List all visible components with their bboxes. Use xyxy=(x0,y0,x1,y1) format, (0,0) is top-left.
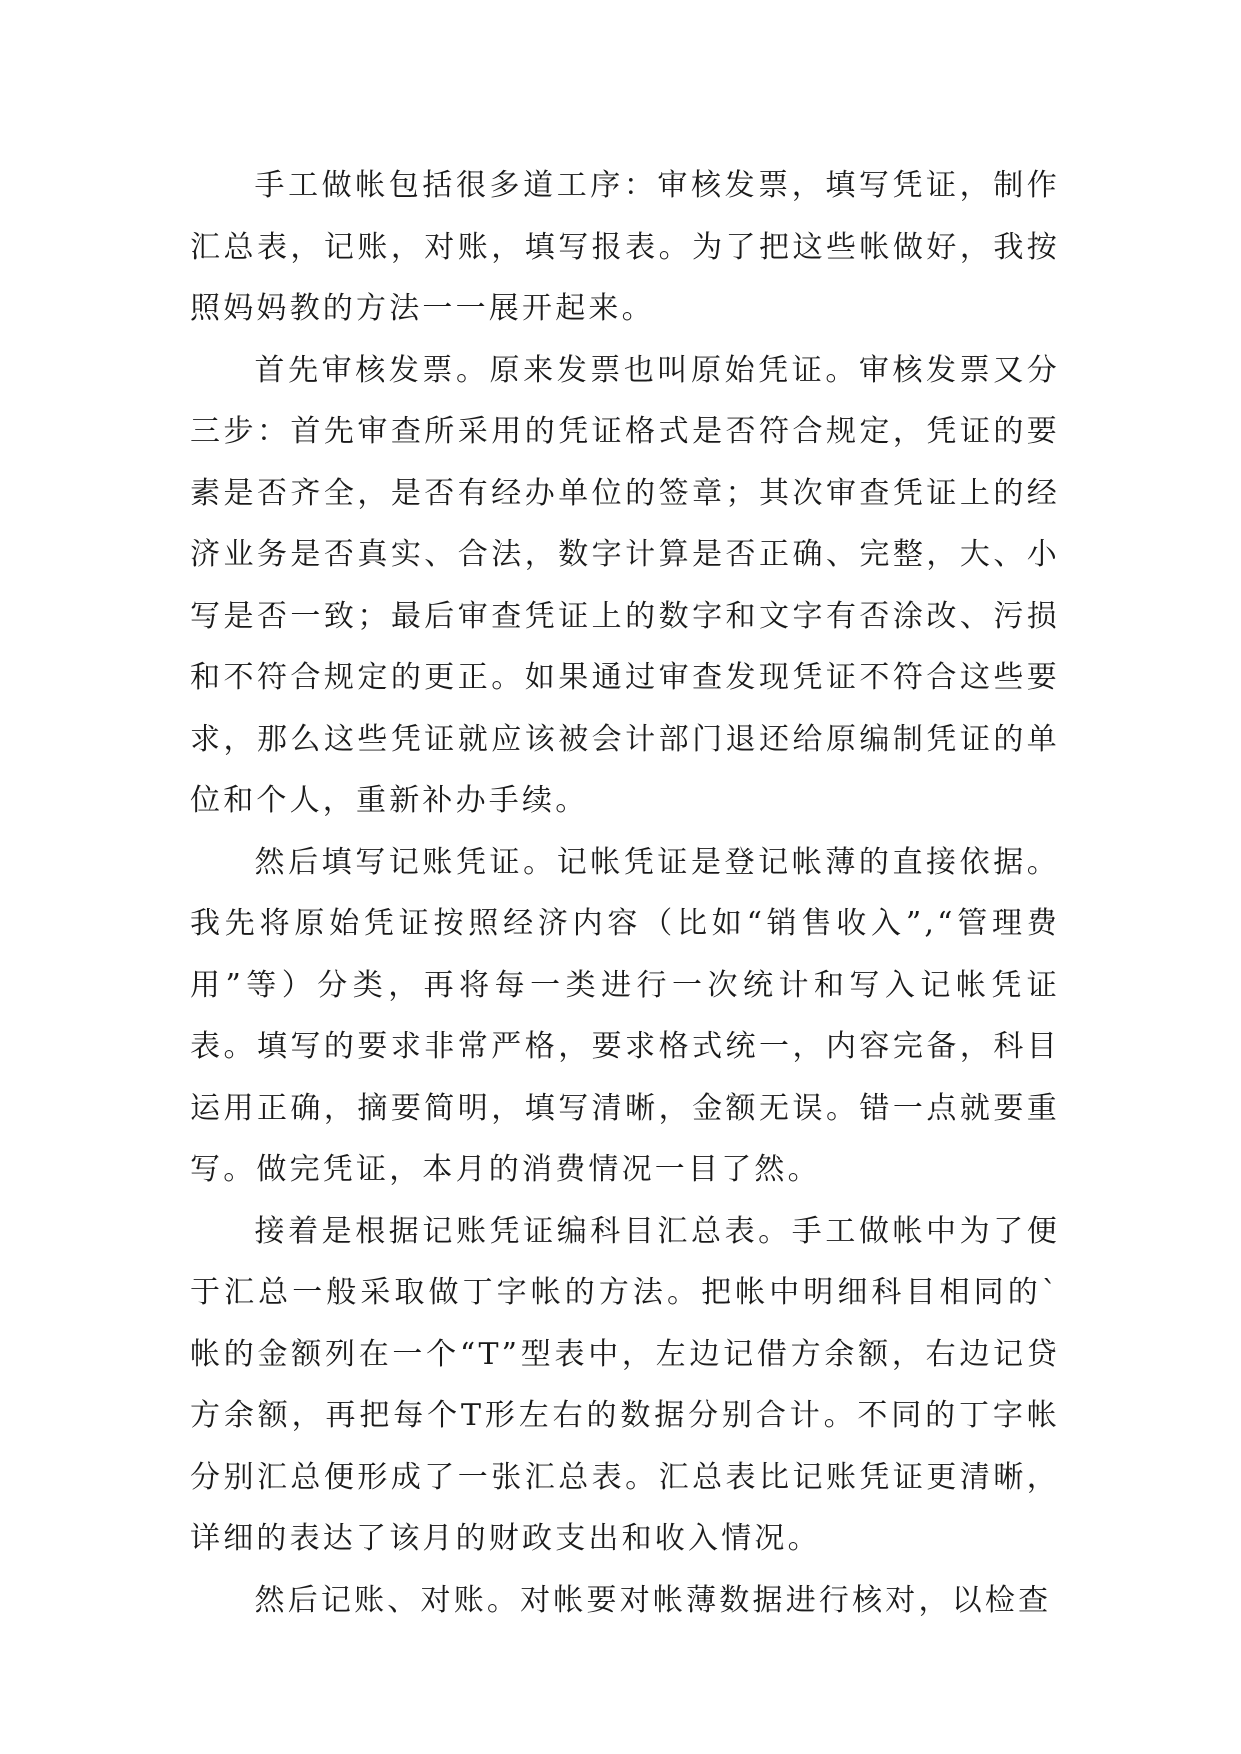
paragraph-bookkeeping-reconciliation: 然后记账、对账。对帐要对帐薄数据进行核对，以检查 xyxy=(254,1582,1052,1618)
paragraph-summary-table: 接着是根据记账凭证编科目汇总表。手工做帐中为了便于汇总一般采取做丁字帐的方法。把帐中明细科目相同的`帐的金额列在一个“T”型表中，左边记借方余额，右边记贷方余额，再把每个T形左右的数据分别合计。不同的丁字帐分别汇总便形成了一张汇总表。汇总表比记账凭证更清晰，详细的表达了该月的财政支出和收入情况。 xyxy=(190,1213,1060,1556)
body-text xyxy=(190,155,1060,1631)
paragraph-invoice-review: 首先审核发票。原来发票也叫原始凭证。审核发票又分三步：首先审查所采用的凭证格式是否符合规定，凭证的要素是否齐全，是否有经办单位的签章；其次审查凭证上的经济业务是否真实、合法，数字计算是否正确、完整，大、小写是否一致；最后审查凭证上的数字和文字有否涂改、污损和不符合规定的更正。如果通过审查发现凭证不符合这些要求，那么这些凭证就应该被会计部门退还给原编制凭证的单位和个人，重新补办手续。 xyxy=(190,352,1060,818)
paragraph-manual-bookkeeping-steps: 手工做帐包括很多道工序：审核发票，填写凭证，制作汇总表，记账，对账，填写报表。为了把这些帐做好，我按照妈妈教的方法一一展开起来。 xyxy=(190,168,1060,326)
paragraph-fill-vouchers: 然后填写记账凭证。记帐凭证是登记帐薄的直接依据。我先将原始凭证按照经济内容（比如“销售收入”,“管理费用”等）分类，再将每一类进行一次统计和写入记帐凭证表。填写的要求非常严格，要求格式统一，内容完备，科目运用正确，摘要简明，填写清晰，金额无误。错一点就要重写。做完凭证，本月的消费情况一目了然。 xyxy=(190,844,1060,1187)
